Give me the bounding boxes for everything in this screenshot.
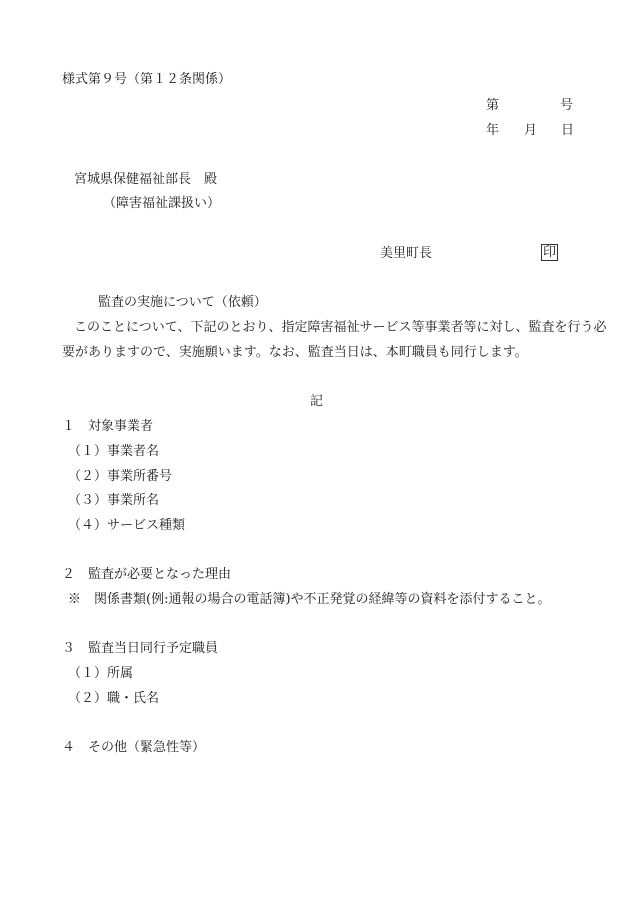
- section-3-item: （２）職・氏名: [68, 691, 160, 706]
- section-1-item: （１）事業者名: [68, 444, 160, 459]
- sender-name: 美里町長: [380, 246, 433, 261]
- body-line-1: このことについて、下記のとおり、指定障害福祉サービス等事業者等に対し、監査を行う必: [74, 320, 607, 335]
- number-prefix: 第: [486, 98, 500, 113]
- seal-mark: 印: [543, 245, 557, 260]
- section-3-item: （１）所属: [68, 666, 134, 681]
- recipient-title: 宮城県保健福祉部長 殿: [74, 172, 218, 187]
- subject-title: 監査の実施について（依頼）: [98, 295, 267, 310]
- section-1-item: （２）事業所番号: [68, 469, 173, 484]
- date-month: 月: [524, 123, 538, 138]
- date-year: 年: [486, 123, 500, 138]
- date-day: 日: [561, 123, 575, 138]
- section-1-heading: １ 対象事業者: [62, 419, 154, 434]
- section-1-item: （３）事業所名: [68, 493, 160, 508]
- recipient-handling: （障害福祉課扱い）: [103, 196, 221, 211]
- body-line-2: 要がありますので、実施願います。なお、監査当日は、本町職員も同行します。: [62, 345, 528, 360]
- section-1-item: （４）サービス種類: [68, 518, 186, 533]
- form-label: 様式第９号（第１２条関係）: [62, 72, 232, 87]
- section-4-heading: ４ その他（緊急性等）: [62, 740, 206, 755]
- section-3-heading: ３ 監査当日同行予定職員: [62, 641, 219, 656]
- section-2-note: ※ 関係書類(例:通報の場合の電話簿)や不正発覚の経緯等の資料を添付すること。: [68, 592, 551, 607]
- ki-heading: 記: [310, 394, 324, 409]
- section-2-heading: ２ 監査が必要となった理由: [62, 567, 232, 582]
- number-suffix: 号: [560, 98, 574, 113]
